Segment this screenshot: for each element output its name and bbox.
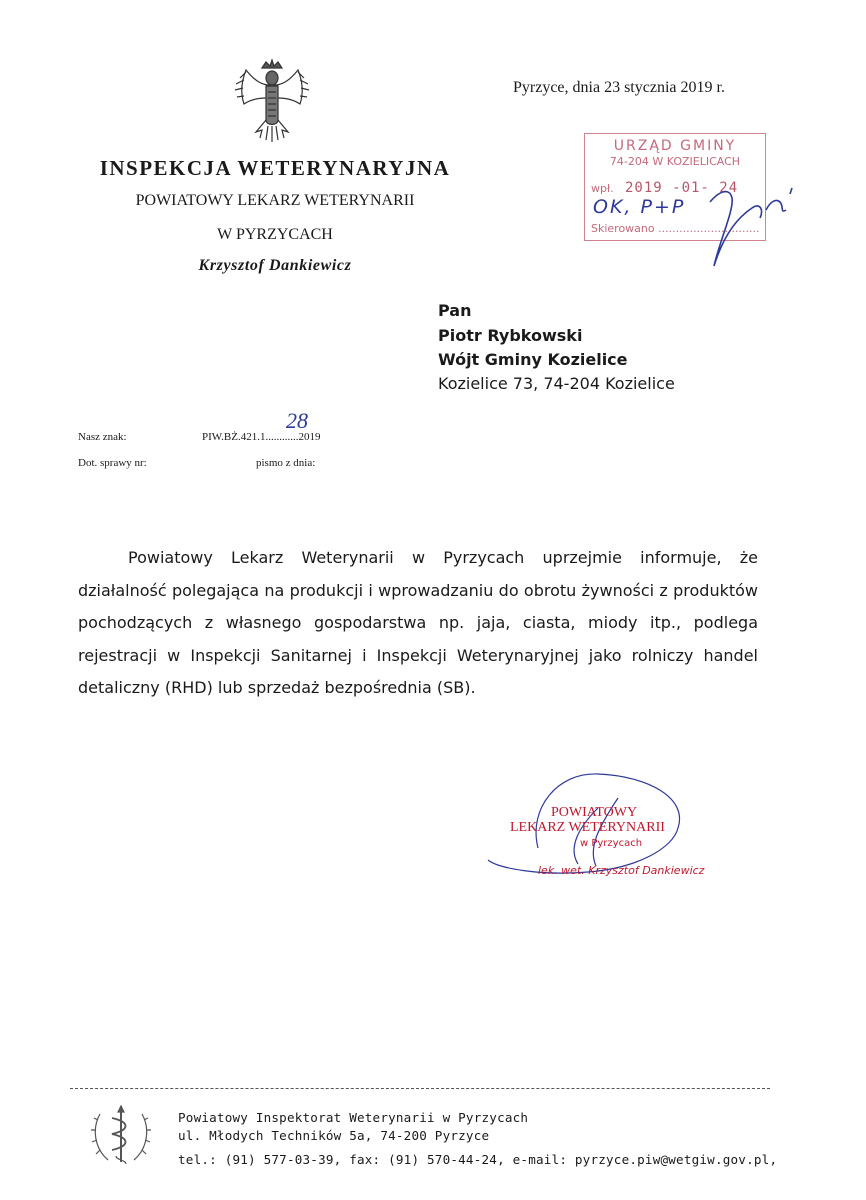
officer-name: Krzysztof Dankiewicz [198, 257, 352, 274]
polish-eagle-emblem-icon [232, 58, 312, 146]
footer-line-2: ul. Młodych Techników 5a, 74-200 Pyrzyce [178, 1128, 490, 1143]
our-ref-value: PIW.BŻ.421.1............2019 [202, 431, 321, 443]
stamp-address: 74-204 W KOZIELICACH [609, 155, 741, 168]
case-label: Dot. sprawy nr: [78, 457, 147, 469]
handwritten-initials-icon [700, 180, 800, 275]
stamp-received-date: 2019 -01- 24 [625, 180, 739, 196]
place-date: Pyrzyce, dnia 23 stycznia 2019 r. [513, 79, 725, 96]
recipient-address: Kozielice 73, 74-204 Kozielice [438, 374, 675, 393]
stamp-routed-label: Skierowano ............................. [591, 222, 760, 235]
stamp-received-label: wpł. [591, 182, 614, 195]
recipient-salutation: Pan [438, 301, 472, 320]
signature-stamp-line-3: w Pyrzycach [580, 838, 643, 849]
institution-line-2: W PYRZYCACH [217, 226, 333, 243]
footer-line-3: tel.: (91) 577-03-39, fax: (91) 570-44-24, e-mail: pyrzyce.piw@wetgiw.gov.pl, [178, 1152, 778, 1167]
institution-title: INSPEKCJA WETERYNARYJNA [99, 156, 451, 180]
stamp-office: URZĄD GMINY [613, 138, 737, 154]
signature-stamp-line-4: lek. wet. Krzysztof Dankiewicz [538, 864, 705, 877]
institution-line-1: POWIATOWY LEKARZ WETERYNARII [135, 192, 415, 209]
footer-line-1: Powiatowy Inspektorat Weterynarii w Pyrzycach [178, 1110, 529, 1125]
letter-date-label: pismo z dnia: [256, 457, 316, 469]
signature-stamp-line-2: LEKARZ WETERYNARII [510, 820, 665, 835]
recipient-name: Piotr Rybkowski [438, 326, 583, 345]
our-ref-handwritten: 28 [286, 408, 308, 433]
our-ref-label: Nasz znak: [78, 431, 127, 443]
recipient-title: Wójt Gminy Kozielice [438, 350, 628, 369]
footer-divider [70, 1088, 770, 1089]
caduceus-wreath-icon [86, 1098, 156, 1170]
signature-stamp-line-1: POWIATOWY [551, 805, 638, 820]
letter-body [78, 542, 758, 705]
body-paragraph: Powiatowy Lekarz Weterynarii w Pyrzycach uprzejmie informuje, że działalność polegająca na produkcji i wprowadzaniu do obrotu żywności z produktów pochodzących z własnego gospodarstwa np. jaja, ciasta, miody itp., podlega rejestracji w Inspekcji Sanitarnej i Inspekcji Weterynaryjnej jako rolniczy handel detaliczny (RHD) lub sprzedaż bezpośrednia (SB). [78, 548, 758, 698]
handwritten-note: OK, P+P [593, 196, 686, 218]
